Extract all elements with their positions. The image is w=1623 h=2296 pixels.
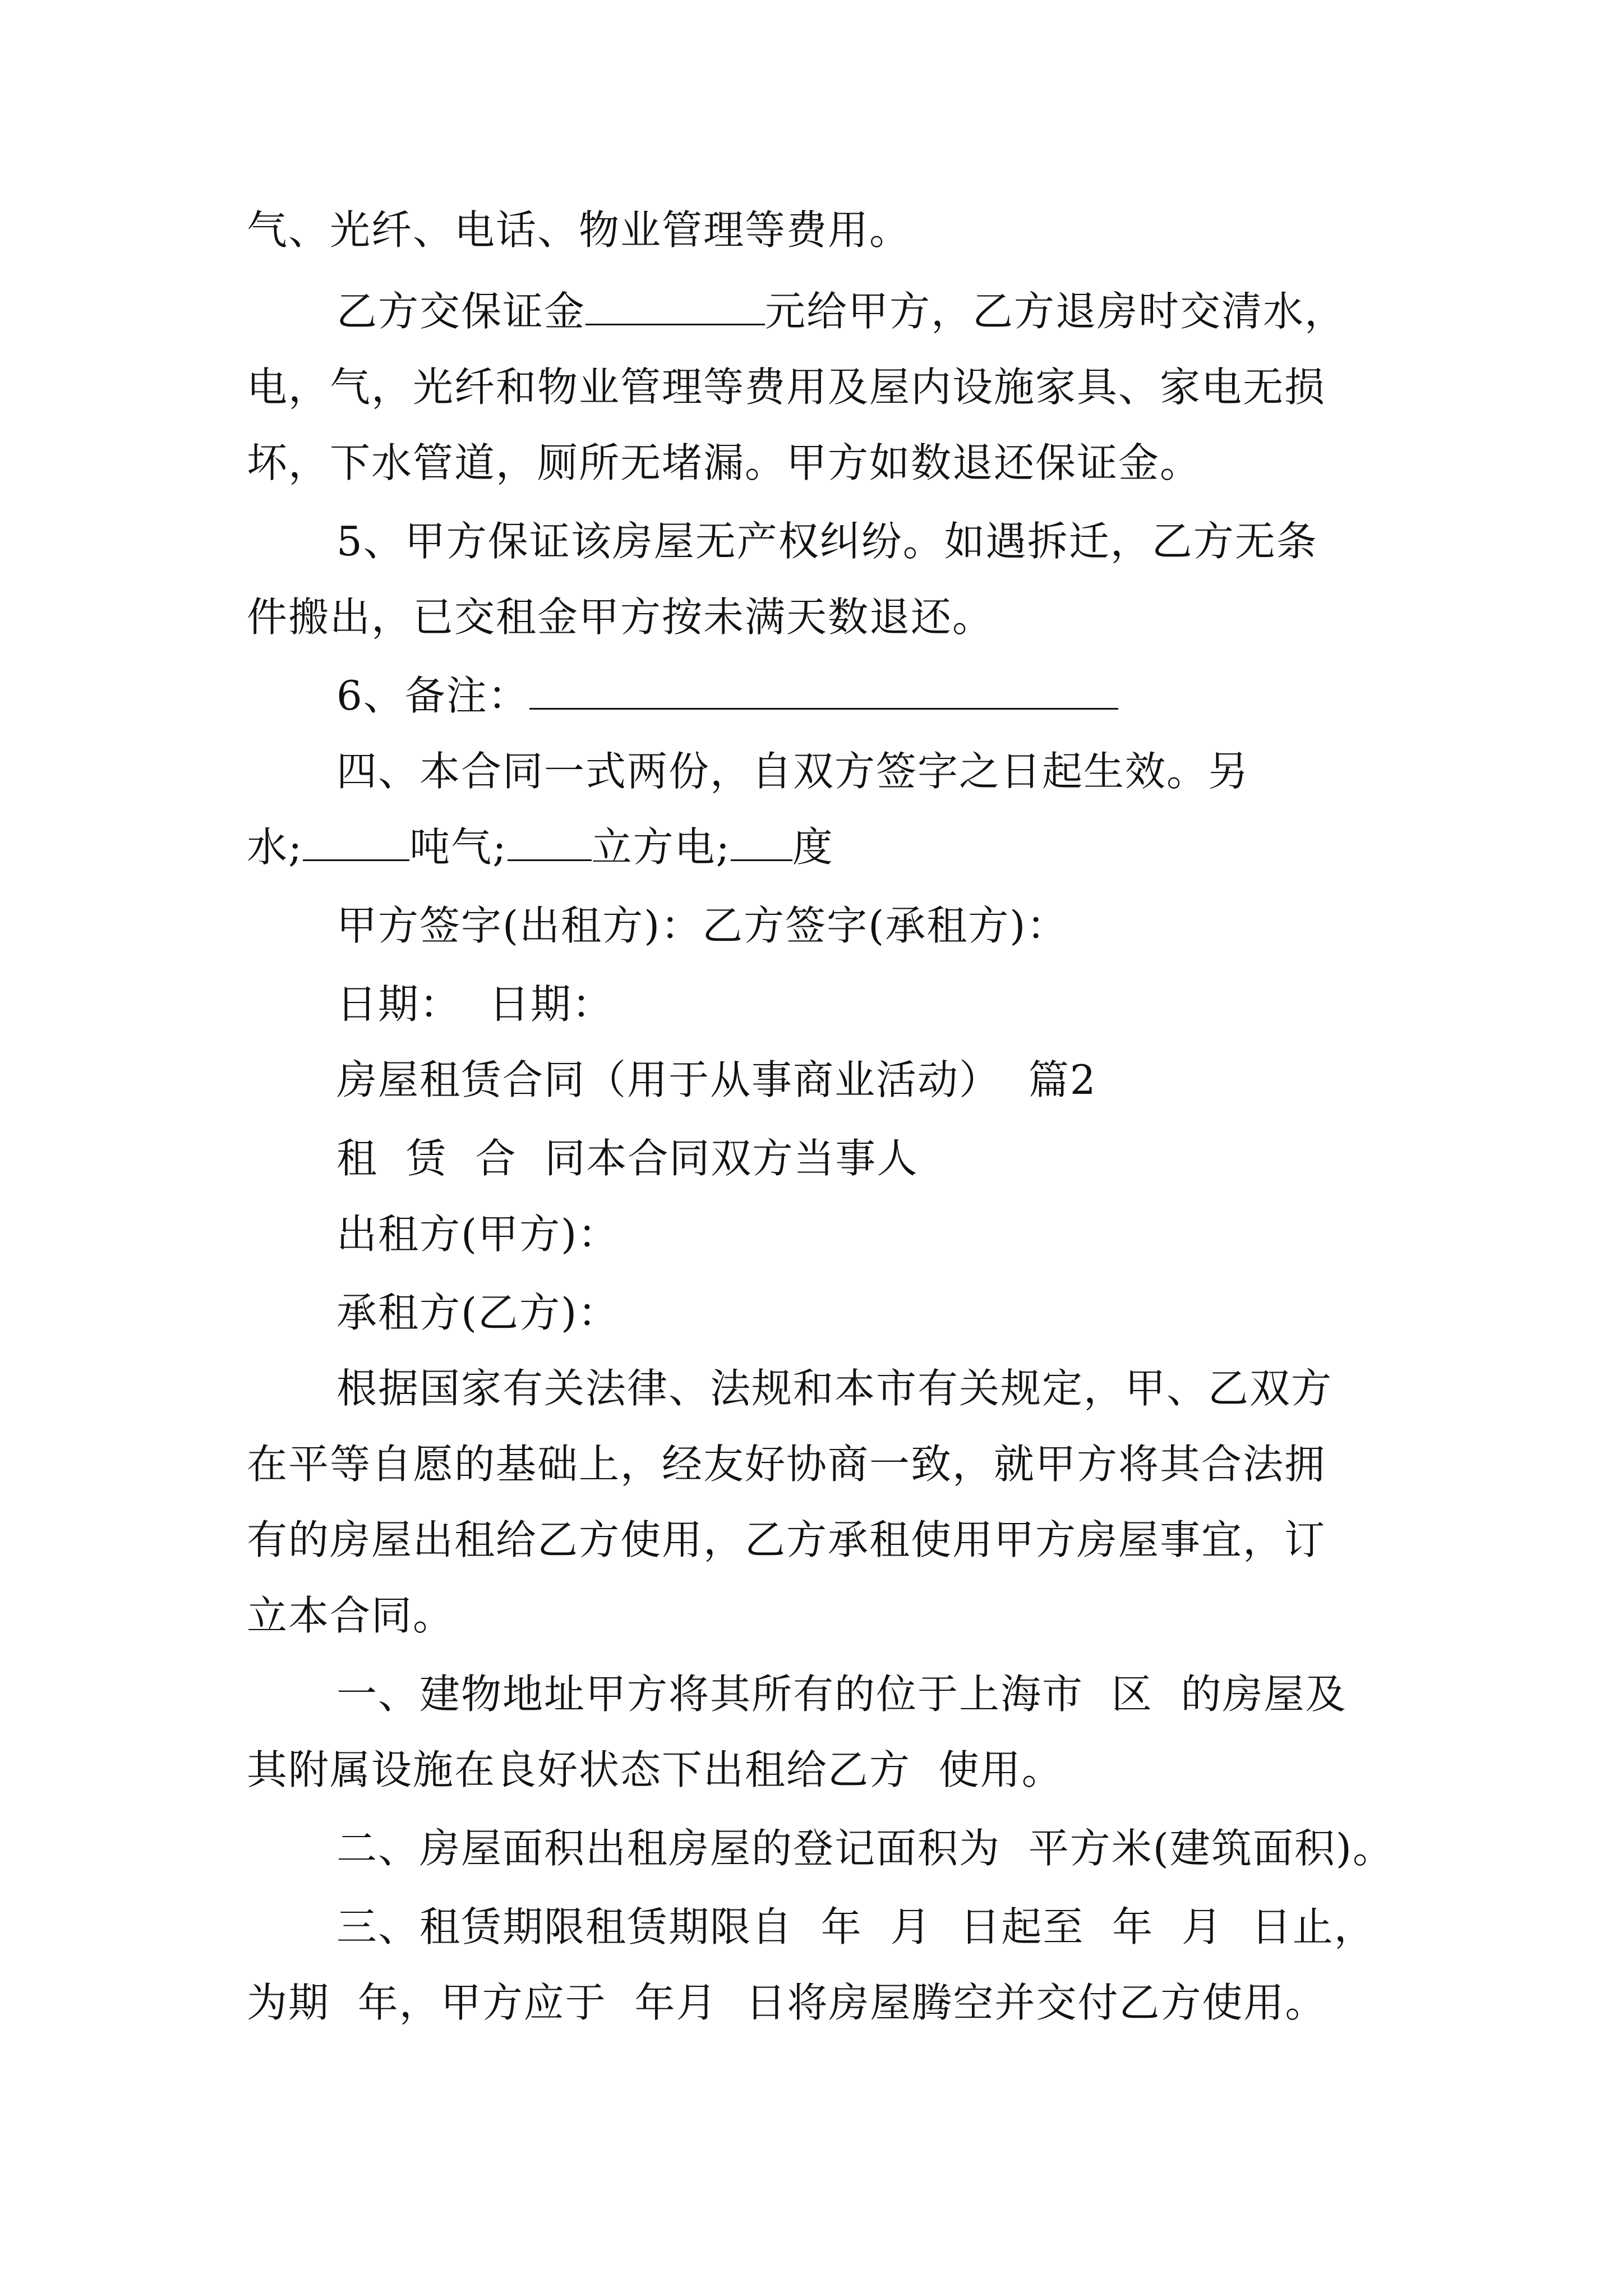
text-line: 三、租赁期限租赁期限自 年 月 日起至 年 月 日止， bbox=[336, 1903, 1376, 1950]
text-line: 立本合同。 bbox=[247, 1592, 455, 1639]
text-segment: 吨气; bbox=[409, 823, 508, 871]
blank-water bbox=[303, 820, 409, 861]
text-line: 出租方(甲方)： bbox=[336, 1211, 620, 1258]
text-line: 租 赁 合 同本合同双方当事人 bbox=[336, 1135, 919, 1182]
text-line: 日期： 日期： bbox=[336, 981, 614, 1028]
text-line: 气、光纤、电话、物业管理等费用。 bbox=[247, 206, 911, 254]
text-line: 件搬出，已交租金甲方按未满天数退还。 bbox=[247, 593, 994, 641]
text-segment: 元给甲方，乙方退房时交清水， bbox=[765, 288, 1347, 335]
text-line: 其附属设施在良好状态下出租给乙方 使用。 bbox=[247, 1746, 1063, 1793]
text-line: 二、房屋面积出租房屋的登记面积为 平方米(建筑面积)。 bbox=[336, 1825, 1394, 1872]
text-line: 电，气，光纤和物业管理等费用及屋内设施家具、家电无损 bbox=[247, 364, 1326, 411]
text-line: 5、甲方保证该房屋无产权纠纷。如遇拆迁，乙方无条 bbox=[336, 518, 1318, 565]
blank-gas bbox=[508, 820, 592, 861]
text-line: 根据国家有关法律、法规和本市有关规定，甲、乙双方 bbox=[336, 1365, 1333, 1412]
text-line bbox=[336, 283, 1346, 339]
section-heading: 房屋租赁合同（用于从事商业活动） 篇2 bbox=[336, 1056, 1097, 1103]
text-line: 甲方签字(出租方)：乙方签字(承租方)： bbox=[336, 902, 1068, 949]
text-line: 有的房屋出租给乙方使用，乙方承租使用甲方房屋事宜，订 bbox=[247, 1516, 1326, 1563]
text-line: 承租方(乙方)： bbox=[336, 1289, 620, 1336]
text-line bbox=[336, 668, 1118, 724]
text-line bbox=[247, 819, 834, 875]
text-segment: 6、备注： bbox=[336, 672, 529, 719]
blank-electric bbox=[731, 820, 792, 861]
text-segment: 度 bbox=[792, 823, 834, 871]
text-line: 在平等自愿的基础上，经友好协商一致，就甲方将其合法拥 bbox=[247, 1441, 1326, 1488]
text-segment: 水; bbox=[247, 823, 303, 871]
blank-remarks bbox=[529, 669, 1118, 710]
blank-deposit bbox=[585, 284, 765, 325]
text-line: 一、建物地址甲方将其所有的位于上海市 区 的房屋及 bbox=[336, 1671, 1347, 1718]
text-line: 为期 年，甲方应于 年月 日将房屋腾空并交付乙方使用。 bbox=[247, 1979, 1327, 2026]
text-line: 坏，下水管道，厕所无堵漏。甲方如数退还保证金。 bbox=[247, 439, 1202, 486]
text-segment: 乙方交保证金 bbox=[336, 288, 586, 335]
text-segment: 立方电; bbox=[591, 823, 731, 871]
text-line: 四、本合同一式两份，自双方签字之日起生效。另 bbox=[336, 748, 1250, 795]
